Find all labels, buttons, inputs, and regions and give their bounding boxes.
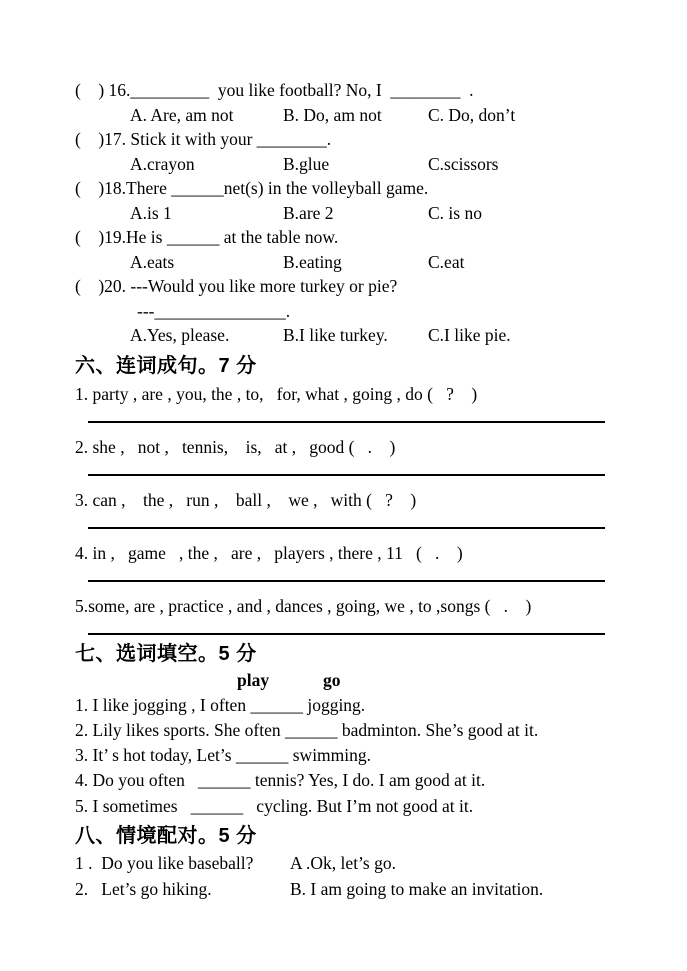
fill-item-3: 3. It’ s hot today, Let’s ______ swimming.	[75, 745, 372, 766]
mc-stem-19: ( )19.He is ______ at the table now.	[75, 227, 339, 247]
section-seven-heading: 七、选词填空。5 分	[75, 642, 257, 665]
mc-options-18	[75, 201, 647, 226]
mc-stem-20: ( )20. ---Would you like more turkey or pie?	[75, 276, 398, 296]
mc-stem-20-answer-blank: ---_______________.	[137, 300, 291, 321]
mc-option-18-b: B.are 2	[283, 202, 334, 223]
mc-options-16	[75, 103, 647, 128]
fill-item-5: 5. I sometimes ______ cycling. But I’m not good at it.	[75, 795, 474, 816]
mc-stem-17: ( )17. Stick it with your ________.	[75, 129, 332, 149]
rearrange-item-3: 3. can , the , run , ball , we , with ( ? )	[75, 489, 417, 510]
matching-right-b: B. I am going to make an invitation.	[290, 878, 544, 899]
section-six-heading: 六、连词成句。7 分	[75, 354, 257, 377]
mc-stem-16: ( ) 16._________ you like football? No, I ________ .	[75, 80, 474, 100]
fill-item-1: 1. I like jogging , I often ______ jogging.	[75, 694, 366, 715]
mc-options-17	[75, 152, 647, 177]
matching-left-2: 2. Let’s go hiking.	[75, 878, 212, 899]
mc-option-18-c: C. is no	[428, 202, 482, 223]
section-multiple-choice	[75, 78, 647, 348]
matching-left-1: 1 . Do you like baseball?	[75, 852, 254, 873]
mc-option-17-b: B.glue	[283, 153, 330, 174]
word-bank	[75, 668, 647, 693]
word-bank-go: go	[323, 669, 341, 690]
mc-option-19-c: C.eat	[428, 251, 465, 272]
word-bank-play: play	[237, 669, 270, 690]
matching-right-a: A .Ok, let’s go.	[290, 852, 396, 873]
section-six-rearrange-words	[75, 352, 647, 635]
mc-option-20-b: B.I like turkey.	[283, 325, 388, 345]
mc-option-20-a: A.Yes, please.	[130, 325, 230, 345]
mc-option-17-a: A.crayon	[130, 153, 195, 174]
mc-option-17-c: C.scissors	[428, 153, 499, 174]
mc-options-20	[75, 323, 647, 348]
mc-option-16-a: A. Are, am not	[130, 104, 234, 125]
mc-option-18-a: A.is 1	[130, 202, 172, 223]
rearrange-item-5: 5.some, are , practice , and , dances , going, we , to ,songs ( . )	[75, 595, 532, 616]
answer-line	[88, 527, 605, 529]
section-eight-heading: 八、情境配对。5 分	[75, 824, 257, 847]
rearrange-item-2: 2. she , not , tennis, is, at , good ( . )	[75, 436, 396, 457]
answer-line	[88, 474, 605, 476]
answer-line	[88, 580, 605, 582]
rearrange-item-1: 1. party , are , you, the , to, for, what , going , do ( ? )	[75, 383, 478, 404]
answer-line	[88, 633, 605, 635]
mc-option-16-b: B. Do, am not	[283, 104, 382, 125]
matching-row-2	[75, 876, 647, 902]
rearrange-item-4: 4. in , game , the , are , players , there , 11 ( . )	[75, 542, 463, 563]
matching-row-1	[75, 850, 647, 876]
mc-stem-18: ( )18.There ______net(s) in the volleyball game.	[75, 178, 429, 198]
fill-item-4: 4. Do you often ______ tennis? Yes, I do. I am good at it.	[75, 770, 486, 791]
mc-option-16-c: C. Do, don’t	[428, 104, 516, 125]
section-eight-matching	[75, 822, 647, 902]
section-seven-fill-in-blanks	[75, 640, 647, 819]
mc-options-19	[75, 250, 647, 275]
answer-line	[88, 421, 605, 423]
mc-option-20-c: C.I like pie.	[428, 325, 511, 345]
fill-item-2: 2. Lily likes sports. She often ______ badminton. She’s good at it.	[75, 719, 539, 740]
mc-option-19-b: B.eating	[283, 251, 342, 272]
mc-option-19-a: A.eats	[130, 251, 175, 272]
